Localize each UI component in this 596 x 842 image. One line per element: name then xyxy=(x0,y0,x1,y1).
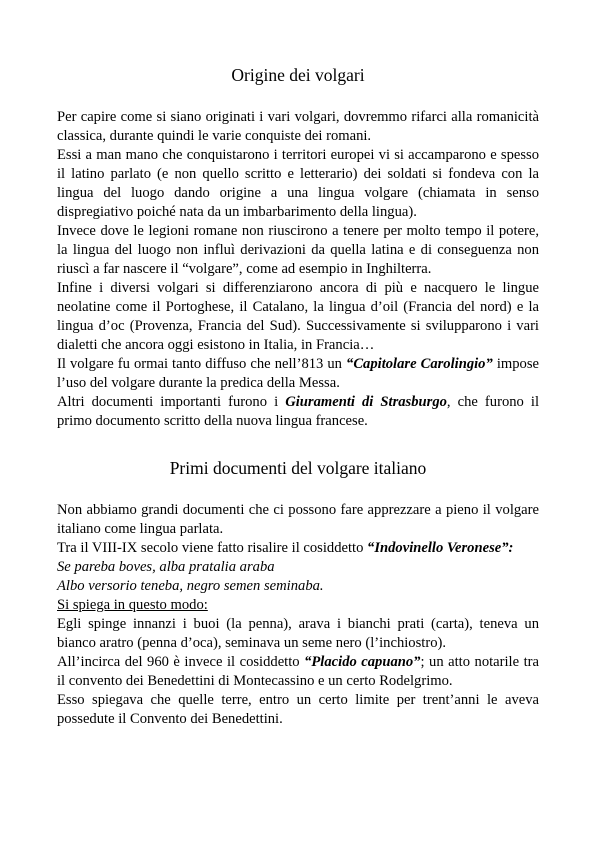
paragraph xyxy=(57,653,539,691)
text-run: Il volgare fu ormai tanto diffuso che nell’813 un xyxy=(57,356,347,372)
text-run: Tra il VIII-IX secolo viene fatto risalire il cosiddetto xyxy=(57,540,368,556)
underlined-label: Si spiega in questo modo: xyxy=(57,597,208,613)
text-run: Altri documenti importanti furono i xyxy=(57,394,286,410)
text-run: , che furono il primo documento scritto della nuova lingua francese. xyxy=(57,394,539,429)
paragraph: Esso spiegava che quelle terre, entro un certo limite per trent’anni le aveva possedute il Convento dei Benedettini. xyxy=(57,692,539,727)
text-run: ; un atto notarile tra il convento dei Benedettini di Montecassino e un certo Rodelgrimo. xyxy=(57,654,539,689)
section-origine-body xyxy=(57,108,539,431)
emphasis-placido: “Placido capuano” xyxy=(304,654,421,670)
text-run: impose l’uso del volgare durante la predica della Messa. xyxy=(57,356,539,391)
section-title-primi-documenti: Primi documenti del volgare italiano xyxy=(169,458,427,478)
paragraph: Per capire come si siano originati i vari volgari, dovremmo rifarci alla romanicità classica, durante quindi le varie conquiste dei romani. xyxy=(57,109,539,144)
section-primi-documenti-body xyxy=(57,501,539,729)
emphasis-giuramenti: Giuramenti di Strasburgo xyxy=(285,394,447,410)
paragraph xyxy=(57,596,539,615)
paragraph xyxy=(57,393,539,431)
paragraph xyxy=(57,539,539,558)
paragraph xyxy=(57,355,539,393)
emphasis-capitolare: “Capitolare Carolingio” xyxy=(346,356,493,372)
verse-line: Albo versorio teneba, negro semen seminaba. xyxy=(57,578,324,594)
verse-line: Se pareba boves, alba pratalia araba xyxy=(57,559,275,575)
paragraph: Essi a man mano che conquistarono i territori europei vi si accamparono e spesso il latino parlato (e non quello scritto e letterario) dei soldati si fondeva con la lingua del luogo dando origine a una lingua volgare (chiamata in senso dispregiativo poiché nata da un imbarbarimento della lingua). xyxy=(57,147,539,220)
emphasis-indovinello: “Indovinello Veronese”: xyxy=(367,540,514,556)
section-title-origine: Origine dei volgari xyxy=(231,65,365,85)
paragraph: Egli spinge innanzi i buoi (la penna), arava i bianchi prati (carta), teneva un bianco aratro (penna d’oca), seminava un seme nero (l’inchiostro). xyxy=(57,616,539,651)
paragraph: Non abbiamo grandi documenti che ci possono fare apprezzare a pieno il volgare italiano come lingua parlata. xyxy=(57,502,539,537)
paragraph: Infine i diversi volgari si differenziarono ancora di più e nacquero le lingue neolatine come il Portoghese, il Catalano, la lingua d’oil (Francia del nord) e la lingua d’oc (Provenza, Francia del Sud). Successivamente si svilupparono i vari dialetti che ancora oggi esistono in Italia, in Francia… xyxy=(57,280,539,353)
text-run: All’incirca del 960 è invece il cosiddetto xyxy=(57,654,305,670)
document-page xyxy=(57,64,539,729)
paragraph: Invece dove le legioni romane non riuscirono a tenere per molto tempo il potere, la lingua del luogo non influì derivazioni da quella latina e di conseguenza non riuscì a far nascere il “volgare”, come ad esempio in Inghilterra. xyxy=(57,223,539,277)
